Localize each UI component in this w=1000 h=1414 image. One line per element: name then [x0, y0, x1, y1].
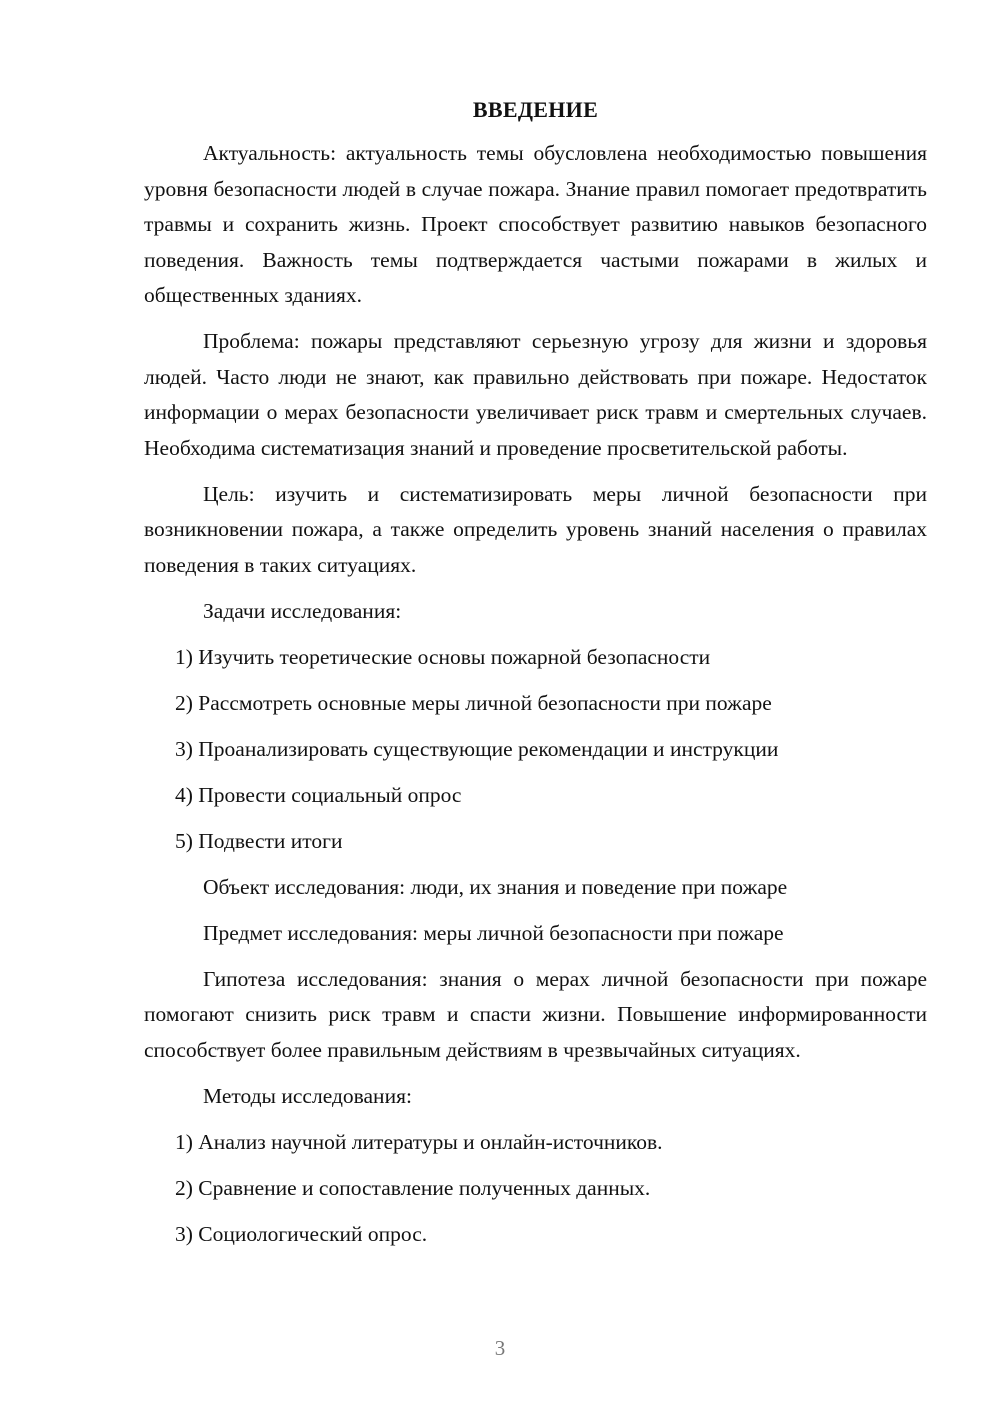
list-item: 3) Проанализировать существующие рекомендации и инструкции — [175, 736, 779, 761]
list-item: 2) Сравнение и сопоставление полученных данных. — [175, 1175, 651, 1200]
list-item: 3) Социологический опрос. — [175, 1221, 428, 1246]
tasks-heading: Задачи исследования: — [203, 598, 402, 623]
list-item: 4) Провести социальный опрос — [175, 782, 462, 807]
problem-paragraph: Проблема: пожары представляют серьезную угрозу для жизни и здоровья людей. Часто люди не знают, как правильно действовать при пожаре. Недостаток информации о мерах безопасности увеличивает риск травм и смертельных случаев. Необходима систематизация знаний и проведение просветительской работы. — [144, 329, 927, 460]
methods-heading: Методы исследования: — [203, 1083, 412, 1108]
list-item: 1) Изучить теоретические основы пожарной безопасности — [175, 644, 711, 669]
page-number: 3 — [494, 1336, 506, 1360]
methods-list — [144, 1125, 927, 1253]
object-paragraph: Объект исследования: люди, их знания и поведение при пожаре — [203, 874, 788, 899]
subject-paragraph: Предмет исследования: меры личной безопасности при пожаре — [203, 920, 784, 945]
list-item: 1) Анализ научной литературы и онлайн-источников. — [175, 1129, 663, 1154]
document-page — [144, 92, 927, 1263]
tasks-list — [144, 640, 927, 860]
relevance-paragraph: Актуальность: актуальность темы обусловлена необходимостью повышения уровня безопасности людей в случае пожара. Знание правил помогает предотвратить травмы и сохранить жизнь. Проект способствует развитию навыков безопасного поведения. Важность темы подтверждается частыми пожарами в жилых и общественных зданиях. — [144, 141, 927, 307]
list-item: 2) Рассмотреть основные меры личной безопасности при пожаре — [175, 690, 772, 715]
page-title: ВВЕДЕНИЕ — [472, 97, 599, 122]
hypothesis-paragraph: Гипотеза исследования: знания о мерах личной безопасности при пожаре помогают снизить риск травм и спасти жизни. Повышение информированности способствует более правильным действиям в чрезвычайных ситуациях. — [144, 966, 927, 1062]
list-item: 5) Подвести итоги — [175, 828, 343, 853]
goal-paragraph: Цель: изучить и систематизировать меры личной безопасности при возникновении пожара, а также определить уровень знаний населения о правилах поведения в таких ситуациях. — [144, 481, 927, 577]
